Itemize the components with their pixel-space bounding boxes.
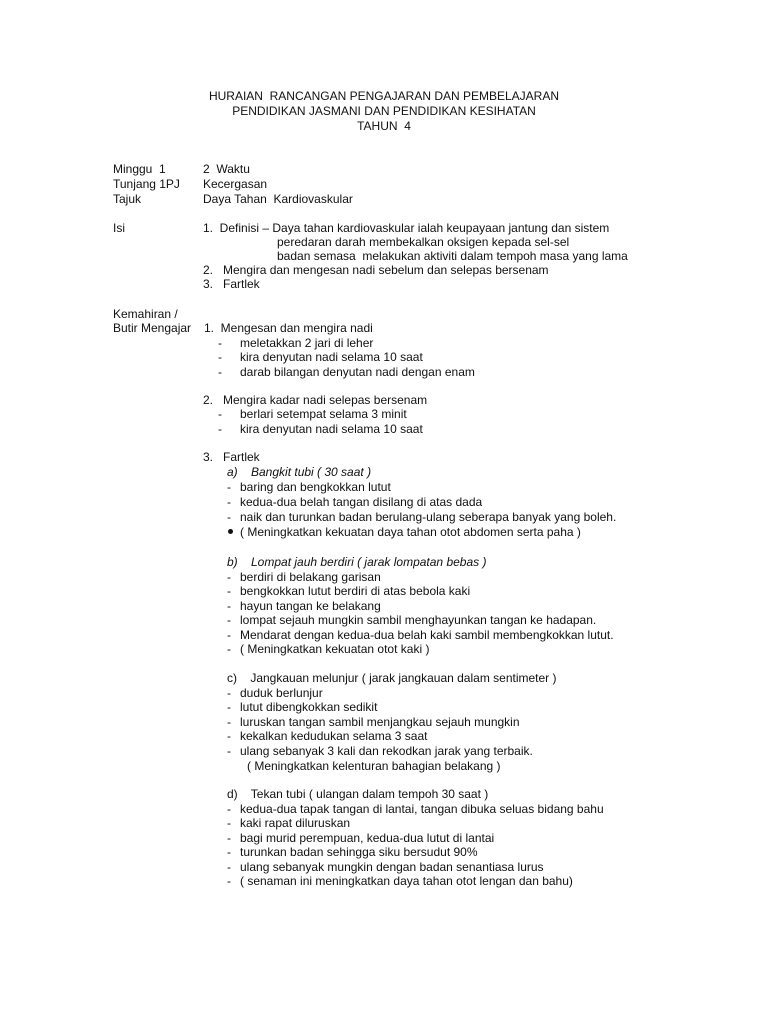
minggu-label: Minggu 1 <box>113 162 166 176</box>
fartlek-b-item: berdiri di belakang garisan <box>240 570 381 584</box>
section-1-item: kira denyutan nadi selama 10 saat <box>240 350 423 364</box>
dash: - <box>227 715 231 729</box>
section-1-item: darab bilangan denyutan nadi dengan enam <box>240 365 475 379</box>
dash: - <box>227 495 231 509</box>
dash: - <box>227 729 231 743</box>
fartlek-a-title: a) Bangkit tubi ( 30 saat ) <box>227 465 372 479</box>
kemahiran-label-line-2: Butir Mengajar <box>113 321 192 335</box>
dash: - <box>218 365 222 379</box>
fartlek-b-item: Mendarat dengan kedua-dua belah kaki sambil membengkokkan lutut. <box>240 628 614 642</box>
tajuk-label: Tajuk <box>113 192 142 206</box>
fartlek-c-item: duduk berlunjur <box>240 686 323 700</box>
fartlek-d-item: ( senaman ini meningkatkan daya tahan otot lengan dan bahu) <box>240 874 573 888</box>
fartlek-c-item: luruskan tangan sambil menjangkau sejauh mungkin <box>240 715 520 729</box>
dash: - <box>227 874 231 888</box>
document-title-line-3: TAHUN 4 <box>357 119 411 133</box>
dash: - <box>227 584 231 598</box>
dash: - <box>227 642 231 656</box>
dash: - <box>227 613 231 627</box>
fartlek-b-item: lompat sejauh mungkin sambil menghayunkan tangan ke hadapan. <box>240 613 597 627</box>
fartlek-b-item: hayun tangan ke belakang <box>240 599 381 613</box>
section-3-title: 3. Fartlek <box>203 450 260 464</box>
isi-item-1-line-2: peredaran darah membekalkan oksigen kepada sel-sel <box>277 235 570 249</box>
isi-item-2: 2. Mengira dan mengesan nadi sebelum dan selepas bersenam <box>203 263 549 277</box>
dash: - <box>218 350 222 364</box>
section-2-item: kira denyutan nadi selama 10 saat <box>240 422 423 436</box>
tunjang-value: Kecergasan <box>203 177 268 191</box>
dash: - <box>227 480 231 494</box>
dash: - <box>227 860 231 874</box>
section-2-item: berlari setempat selama 3 minit <box>240 407 407 421</box>
dash: - <box>218 336 222 350</box>
isi-item-1-line-3: badan semasa melakukan aktiviti dalam tempoh masa yang lama <box>277 249 628 263</box>
fartlek-d-item: ulang sebanyak mungkin dengan badan senantiasa lurus <box>240 860 544 874</box>
fartlek-a-note: ( Meningkatkan kekuatan daya tahan otot abdomen serta paha ) <box>240 525 581 539</box>
bullet-icon <box>228 529 233 534</box>
isi-item-1-line-1: 1. Definisi – Daya tahan kardiovaskular ialah keupayaan jantung dan sistem <box>203 221 610 235</box>
fartlek-b-item: bengkokkan lutut berdiri di atas bebola kaki <box>240 584 471 598</box>
section-1-title: 1. Mengesan dan mengira nadi <box>204 321 373 335</box>
minggu-value: 2 Waktu <box>203 162 250 176</box>
dash: - <box>227 831 231 845</box>
isi-label: Isi <box>113 221 125 235</box>
tunjang-label: Tunjang 1PJ <box>113 177 180 191</box>
dash: - <box>227 599 231 613</box>
dash: - <box>227 686 231 700</box>
section-1-item: meletakkan 2 jari di leher <box>240 336 374 350</box>
fartlek-c-item: lutut dibengkokkan sedikit <box>240 700 378 714</box>
dash: - <box>227 845 231 859</box>
dash: - <box>218 407 222 421</box>
fartlek-a-item: naik dan turunkan badan berulang-ulang seberapa banyak yang boleh. <box>240 510 617 524</box>
fartlek-c-note: ( Meningkatkan kelenturan bahagian belakang ) <box>247 759 501 773</box>
document-title-line-1: HURAIAN RANCANGAN PENGAJARAN DAN PEMBELAJARAN <box>208 89 560 103</box>
fartlek-d-item: bagi murid perempuan, kedua-dua lutut di lantai <box>240 831 495 845</box>
dash: - <box>227 802 231 816</box>
fartlek-a-item: baring dan bengkokkan lutut <box>240 480 391 494</box>
fartlek-c-item: kekalkan kedudukan selama 3 saat <box>240 729 428 743</box>
dash: - <box>227 700 231 714</box>
dash: - <box>227 510 231 524</box>
document-title-line-2: PENDIDIKAN JASMANI DAN PENDIDIKAN KESIHATAN <box>232 104 536 118</box>
fartlek-d-item: turunkan badan sehingga siku bersudut 90% <box>240 845 478 859</box>
fartlek-a-item: kedua-dua belah tangan disilang di atas dada <box>240 495 483 509</box>
dash: - <box>227 628 231 642</box>
fartlek-d-title: d) Tekan tubi ( ulangan dalam tempoh 30 saat ) <box>227 787 489 801</box>
fartlek-c-item: ulang sebanyak 3 kali dan rekodkan jarak yang terbaik. <box>240 744 533 758</box>
isi-item-3: 3. Fartlek <box>203 277 260 291</box>
dash: - <box>218 422 222 436</box>
section-2-title: 2. Mengira kadar nadi selepas bersenam <box>203 393 428 407</box>
fartlek-d-item: kaki rapat diluruskan <box>240 816 351 830</box>
dash: - <box>227 816 231 830</box>
tajuk-value: Daya Tahan Kardiovaskular <box>203 192 353 206</box>
fartlek-b-title: b) Lompat jauh berdiri ( jarak lompatan bebas ) <box>227 555 487 569</box>
fartlek-c-title: c) Jangkauan melunjur ( jarak jangkauan dalam sentimeter ) <box>227 671 557 685</box>
dash: - <box>227 744 231 758</box>
dash: - <box>227 570 231 584</box>
kemahiran-label-line-1: Kemahiran / <box>113 307 178 321</box>
fartlek-b-item: ( Meningkatkan kekuatan otot kaki ) <box>240 642 430 656</box>
fartlek-d-item: kedua-dua tapak tangan di lantai, tangan dibuka seluas bidang bahu <box>240 802 604 816</box>
